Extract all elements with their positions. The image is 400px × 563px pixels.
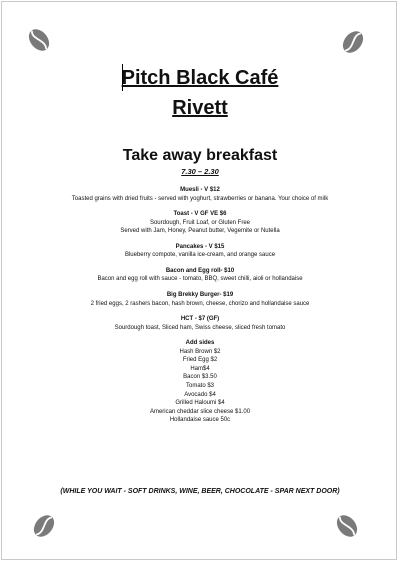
cafe-location-title[interactable]: Rivett [172,97,228,119]
cafe-name-title[interactable]: Pitch Black Café [121,67,279,89]
coffee-bean-icon [31,513,57,539]
menu-item [6,291,394,308]
menu-item-description[interactable]: 2 fried eggs, 2 rashers bacon, hash brown, cheese, chorizo and hollandaise sauce [90,300,310,307]
side-item[interactable]: Fried Egg $2 [182,357,218,364]
side-item[interactable]: Hollandaise sauce 50c [169,417,231,424]
side-item[interactable]: Bacon $3.50 [183,374,217,381]
side-item[interactable]: American cheddar slice cheese $1.00 [149,408,251,415]
menu-item-name[interactable]: Pancakes - V $15 [175,243,225,250]
coffee-bean-icon [334,513,360,539]
menu-item-name[interactable]: Bacon and Egg roll- $10 [165,267,235,274]
menu-list [6,186,394,425]
menu-item-name[interactable]: Muesli - V $12 [180,187,220,193]
footer-note[interactable]: (WHILE YOU WAIT - SOFT DRINKS, WINE, BEER, CHOCOLATE - SPAR NEXT DOOR) [60,488,340,495]
side-item[interactable]: Tomato $3 [185,383,215,390]
sides-list [6,339,394,425]
menu-item-description[interactable]: Served with Jam, Honey, Peanut butter, Vegemite or Nutella [120,228,280,235]
coffee-bean-icon [340,29,366,55]
sides-heading[interactable]: Add sides [185,340,215,347]
menu-item [6,210,394,236]
side-item[interactable]: Hash Brown $2 [179,348,221,355]
menu-item-name[interactable]: Big Brekky Burger- $19 [166,291,234,298]
menu-item [6,315,394,332]
menu-item [6,186,394,203]
side-item[interactable]: Avocado $4 [184,391,216,398]
menu-item-description[interactable]: Toasted grains with dried fruits - served with yoghurt, strawberries or banana. Your choice of milk [71,195,329,202]
menu-item-description[interactable]: Sourdough, Fruit Loaf, or Gluten Free [149,219,251,226]
menu-item [6,243,394,260]
menu-item-description[interactable]: Blueberry compote, vanilla ice-cream, and orange sauce [124,252,276,259]
menu-item [6,267,394,284]
side-item[interactable]: Grilled Haloumi $4 [175,400,225,407]
coffee-bean-icon [26,27,52,53]
menu-item-description[interactable]: Sourdough toast, Sliced ham, Swiss cheese, sliced fresh tomato [114,324,286,331]
opening-hours[interactable]: 7.30 – 2.30 [181,167,219,176]
menu-item-name[interactable]: HCT - $7 (GF) [180,315,220,322]
side-item[interactable]: Ham$4 [190,365,210,372]
menu-item-name[interactable]: Toast - V GF VE $6 [173,211,227,218]
menu-heading[interactable]: Take away breakfast [122,147,278,164]
menu-item-description[interactable]: Bacon and egg roll with sauce - tomato, BBQ, sweet chilli, aioli or hollandaise [97,276,303,283]
